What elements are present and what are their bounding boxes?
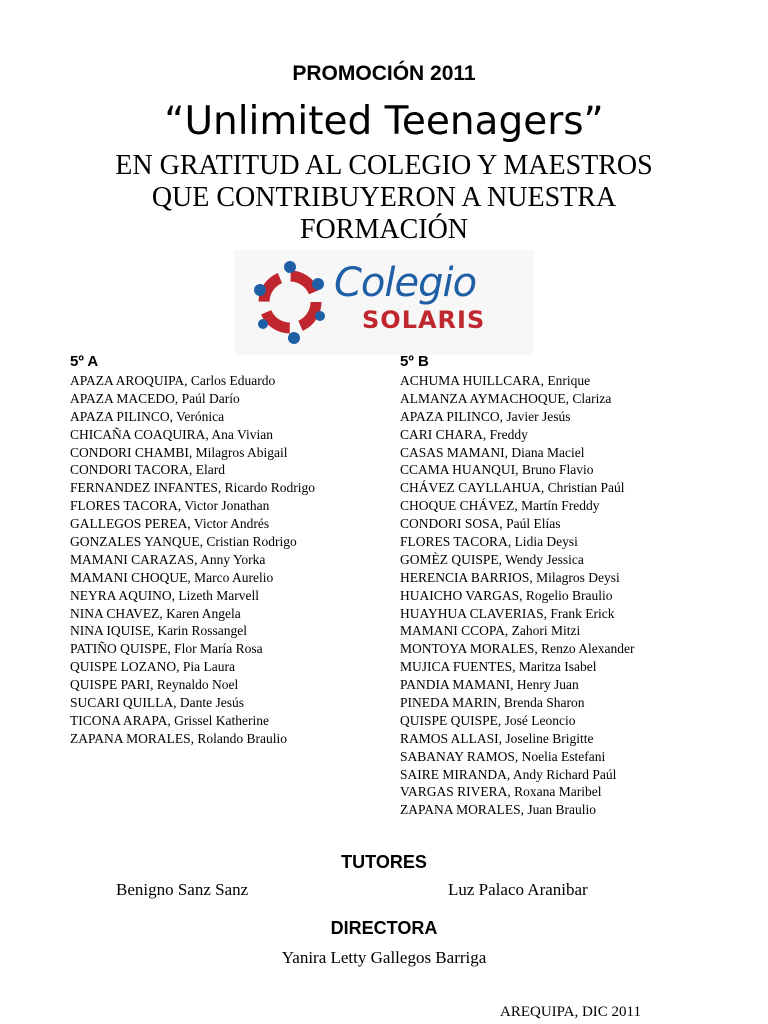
student-name: ZAPANA MORALES, Rolando Braulio xyxy=(70,730,288,746)
gratitude-line: FORMACIÓN xyxy=(299,214,469,245)
student-name: CONDORI SOSA, Paúl Elías xyxy=(400,516,561,532)
place-date: AREQUIPA, DIC 2011 xyxy=(500,1004,641,1020)
student-name: GALLEGOS PEREA, Victor Andrés xyxy=(70,516,270,532)
class-5b-list xyxy=(400,352,720,819)
tutor-name: Luz Palaco Aranibar xyxy=(448,880,588,899)
gratitude-line: QUE CONTRIBUYERON A NUESTRA xyxy=(151,182,617,213)
student-name: CHICAÑA COAQUIRA, Ana Vivian xyxy=(70,426,273,442)
student-name: QUISPE LOZANO, Pia Laura xyxy=(70,659,235,675)
colegio-solaris-logo-icon xyxy=(234,250,334,355)
student-name: FERNANDEZ INFANTES, Ricardo Rodrigo xyxy=(70,480,315,496)
student-name: CONDORI TACORA, Elard xyxy=(70,462,226,478)
gratitude-text xyxy=(0,150,768,246)
director-heading: DIRECTORA xyxy=(330,918,438,938)
logo-word-colegio: Colegio xyxy=(334,260,477,306)
student-name: QUISPE PARI, Reynaldo Noel xyxy=(70,677,239,693)
student-name: CHOQUE CHÁVEZ, Martín Freddy xyxy=(400,498,600,514)
student-name: MUJICA FUENTES, Maritza Isabel xyxy=(400,659,597,675)
student-name: NINA CHAVEZ, Karen Angela xyxy=(70,605,241,621)
student-name: HERENCIA BARRIOS, Milagros Deysi xyxy=(400,569,620,585)
student-name: SAIRE MIRANDA, Andy Richard Paúl xyxy=(400,766,617,782)
student-name: HUAICHO VARGAS, Rogelio Braulio xyxy=(400,587,613,603)
student-name: PANDIA MAMANI, Henry Juan xyxy=(400,677,579,693)
motto-title: “Unlimited Teenagers” xyxy=(164,99,604,144)
student-name: QUISPE QUISPE, José Leoncio xyxy=(400,712,576,728)
student-name: TICONA ARAPA, Grissel Katherine xyxy=(70,712,269,728)
student-name: APAZA AROQUIPA, Carlos Eduardo xyxy=(70,373,276,388)
student-name: ACHUMA HUILLCARA, Enrique xyxy=(400,373,591,388)
logo-word-solaris: SOLARIS xyxy=(362,306,486,334)
student-name: NINA IQUISE, Karin Rossangel xyxy=(70,623,247,639)
gratitude-line: EN GRATITUD AL COLEGIO Y MAESTROS xyxy=(115,150,653,181)
class-5a-heading: 5º A xyxy=(70,353,99,370)
student-name: MONTOYA MORALES, Renzo Alexander xyxy=(400,641,635,657)
student-name: CARI CHARA, Freddy xyxy=(400,426,528,442)
student-name: ZAPANA MORALES, Juan Braulio xyxy=(400,802,597,818)
student-name: GOMÈZ QUISPE, Wendy Jessica xyxy=(400,551,584,567)
student-name: FLORES TACORA, Lidia Deysi xyxy=(400,534,578,550)
student-name: RAMOS ALLASI, Joseline Brigitte xyxy=(400,730,594,746)
class-5a-list xyxy=(70,352,390,748)
student-list-5a xyxy=(70,372,390,748)
student-name: CCAMA HUANQUI, Bruno Flavio xyxy=(400,462,594,478)
student-name: SUCARI QUILLA, Dante Jesús xyxy=(70,695,244,711)
tutors-heading: TUTORES xyxy=(341,852,427,872)
student-name: APAZA PILINCO, Javier Jesús xyxy=(400,408,571,424)
student-name: PINEDA MARIN, Brenda Sharon xyxy=(400,695,585,711)
class-5b-heading: 5º B xyxy=(400,353,429,370)
student-name: MAMANI CARAZAS, Anny Yorka xyxy=(70,551,266,567)
student-name: GONZALES YANQUE, Cristian Rodrigo xyxy=(70,534,297,550)
tutor-name: Benigno Sanz Sanz xyxy=(116,880,249,899)
promotion-title: PROMOCIÓN 2011 xyxy=(292,62,476,85)
student-name: CHÁVEZ CAYLLAHUA, Christian Paúl xyxy=(400,480,625,496)
student-name: MAMANI CCOPA, Zahori Mitzi xyxy=(400,623,581,639)
student-name: FLORES TACORA, Victor Jonathan xyxy=(70,498,270,514)
student-name: CASAS MAMANI, Diana Maciel xyxy=(400,444,585,460)
director-name: Yanira Letty Gallegos Barriga xyxy=(281,948,487,967)
student-name: ALMANZA AYMACHOQUE, Clariza xyxy=(400,390,612,406)
student-name: HUAYHUA CLAVERIAS, Frank Erick xyxy=(400,605,615,621)
student-name: MAMANI CHOQUE, Marco Aurelio xyxy=(70,569,274,585)
school-logo xyxy=(234,250,534,355)
student-name: APAZA PILINCO, Verónica xyxy=(70,408,225,424)
student-name: CONDORI CHAMBI, Milagros Abigail xyxy=(70,444,288,460)
student-name: APAZA MACEDO, Paúl Darío xyxy=(70,390,240,406)
student-name: PATIÑO QUISPE, Flor María Rosa xyxy=(70,641,263,657)
student-list-5b xyxy=(400,372,720,819)
student-name: NEYRA AQUINO, Lizeth Marvell xyxy=(70,587,259,603)
student-name: SABANAY RAMOS, Noelia Estefani xyxy=(400,748,606,764)
student-name: VARGAS RIVERA, Roxana Maribel xyxy=(400,784,602,800)
